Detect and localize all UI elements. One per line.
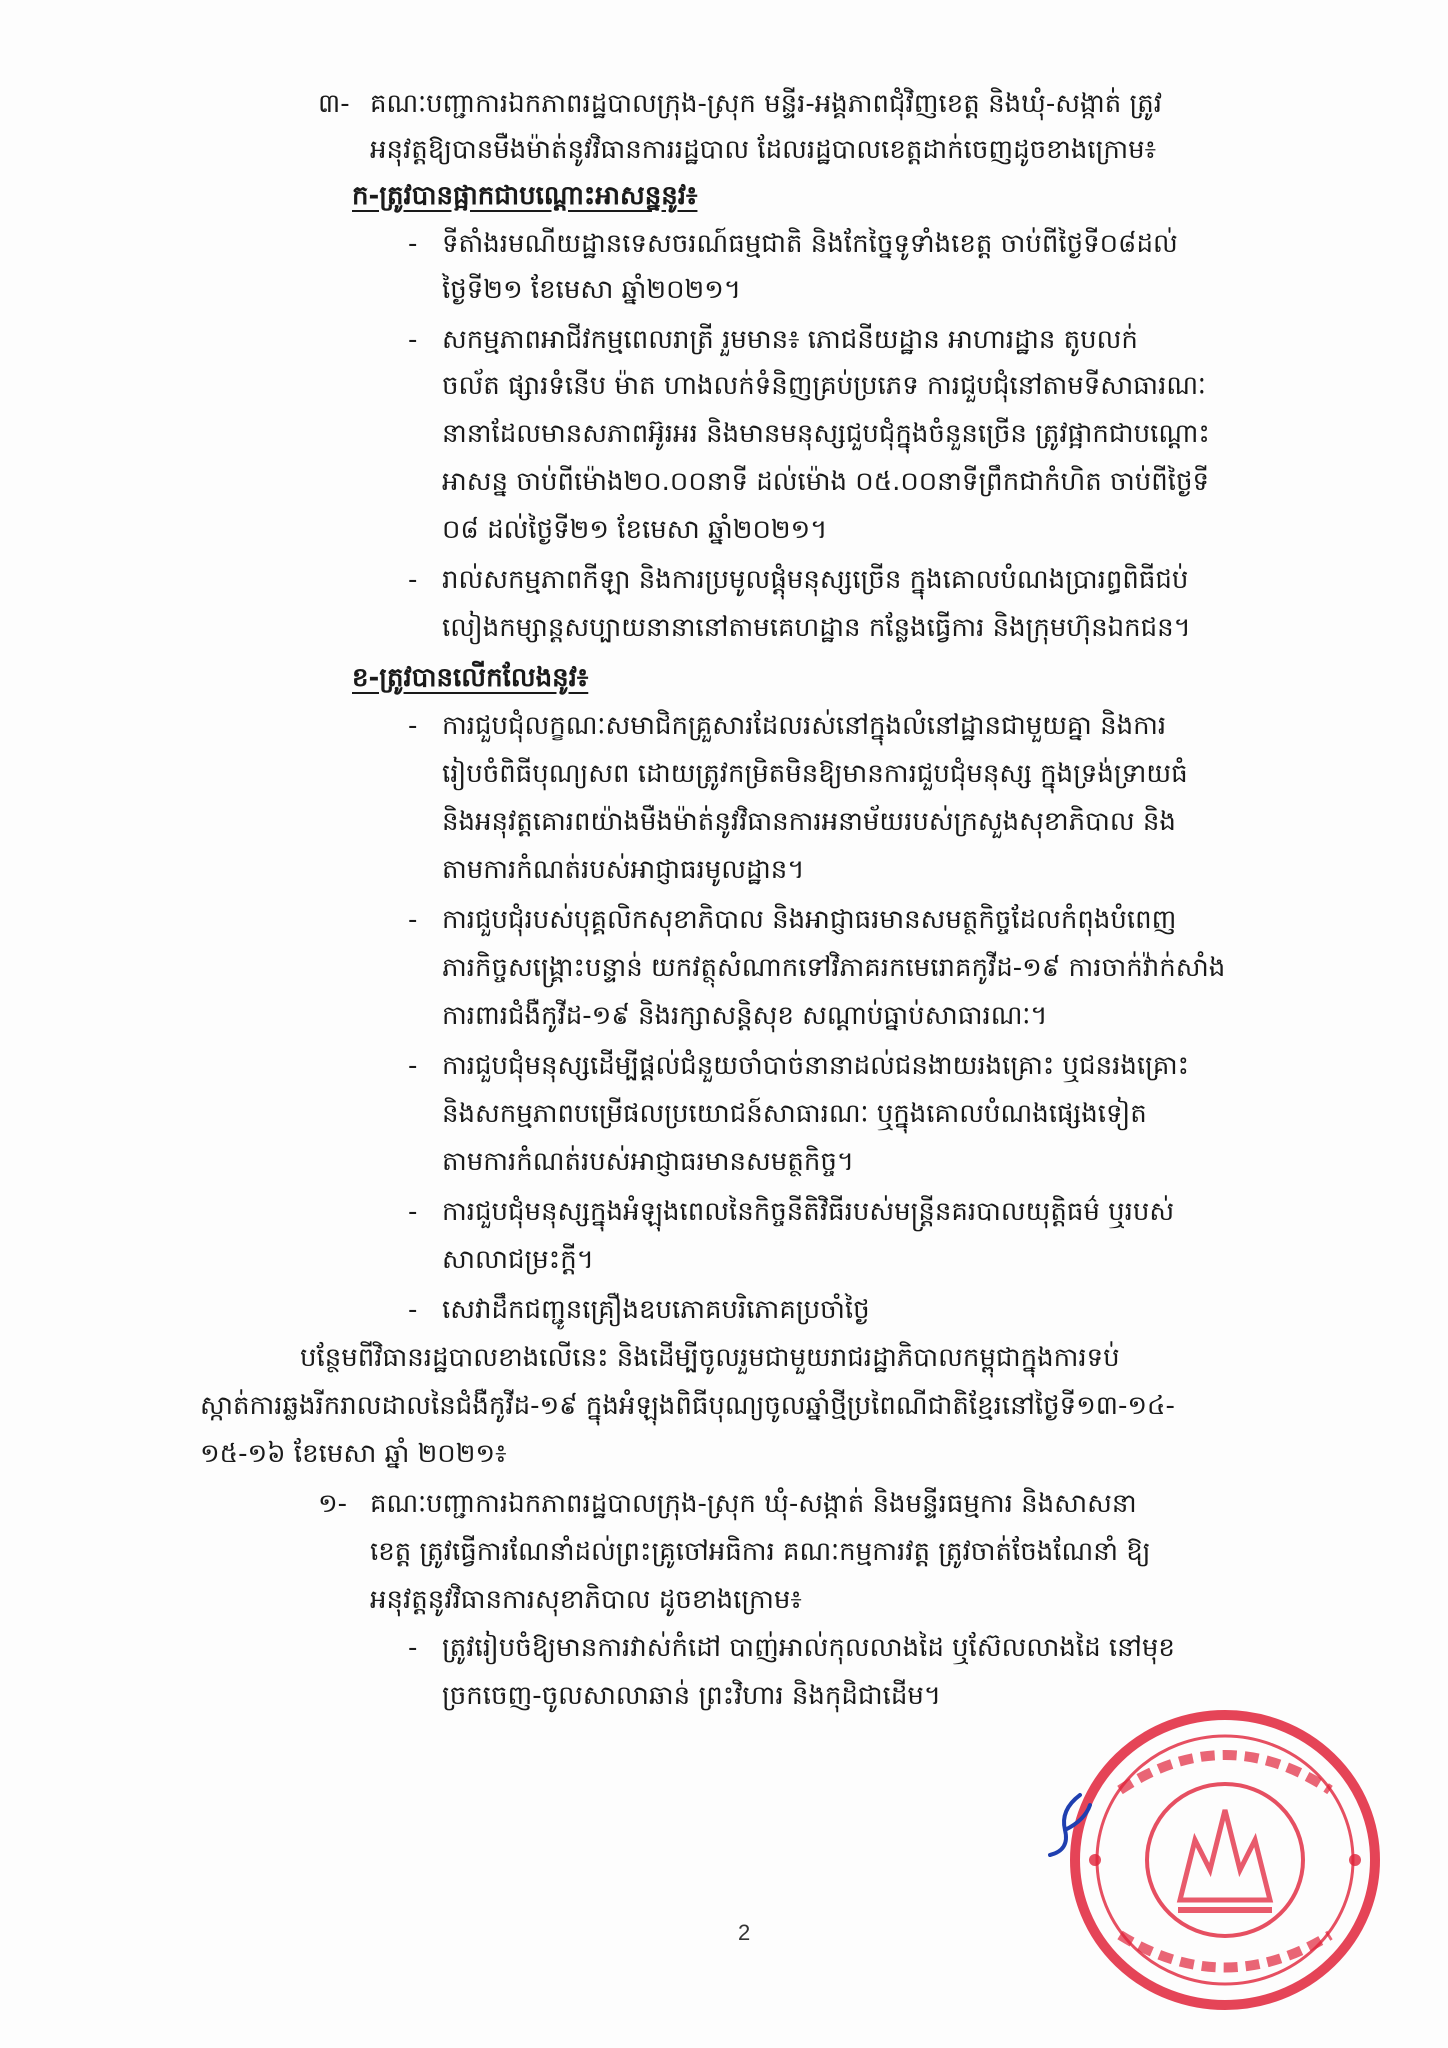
subsection-ka-heading: ក-ត្រូវបានផ្អាកជាបណ្តោះអាសន្ននូវ៖: [352, 181, 698, 211]
ka-item-1-text-2: ថ្ងៃទី២១ ខែមេសា ឆ្នាំ២០២១។: [442, 275, 741, 305]
section1-text-1: គណៈបញ្ជាការឯកភាពរដ្ឋបាលក្រុង-ស្រុក ឃុំ-សង្កាត់ និងមន្ទីរធម្មការ និងសាសនា: [370, 1489, 1137, 1519]
ka-item-2-text-3: នានាដែលមានសភាពអ៊ូរអរ និងមានមនុស្សជួបជុំក្នុងចំនួនច្រើន ត្រូវផ្អាកជាបណ្តោះ: [442, 419, 1210, 449]
ka-item-3-text-2: លៀងកម្សាន្តសប្បាយនានានៅតាមគេហដ្ឋាន កន្លែងធ្វើការ និងក្រុមហ៊ុនឯកជន។: [442, 613, 1191, 643]
kha-item-2-text-1: ការជួបជុំរបស់បុគ្គលិកសុខាភិបាល និងអាជ្ញាធរមានសមត្ថកិច្ចដែលកំពុងបំពេញ: [442, 905, 1177, 935]
paragraph-text-1: បន្ថែមពីវិធានរដ្ឋបាលខាងលើនេះ និងដើម្បីចូលរួមជាមួយរាជរដ្ឋាភិបាលកម្ពុជាក្នុងការទប់: [300, 1343, 1120, 1373]
kha-item-3-text-2: និងសកម្មភាពបម្រើផលប្រយោជន៍សាធារណៈ ឬក្នុងគោលបំណងផ្សេងទៀត: [442, 1099, 1147, 1129]
official-seal-icon: [1060, 1700, 1390, 2020]
bullet-dash: -: [408, 325, 418, 355]
paragraph-text-3: ១៥-១៦ ខែមេសា ឆ្នាំ ២០២១៖: [200, 1439, 507, 1469]
section1-number: ១-: [318, 1489, 348, 1519]
ka-item-2-text-4: អាសន្ន ចាប់ពីម៉ោង២០.០០នាទី ដល់ម៉ោង ០៥.០០នាទីព្រឹកជាកំហិត ចាប់ពីថ្ងៃទី: [442, 467, 1209, 497]
section1-text-2: ខេត្ត ត្រូវធ្វើការណែនាំដល់ព្រះគ្រូចៅអធិការ គណៈកម្មការវត្ត ត្រូវចាត់ចែងណែនាំ ឱ្យ: [370, 1537, 1151, 1567]
bullet-dash: -: [408, 565, 418, 595]
kha-item-4-text-1: ការជួបជុំមនុស្សក្នុងអំឡុងពេលនៃកិច្ចនីតិវិធីរបស់មន្ត្រីនគរបាលយុត្តិធម៌ ឬរបស់: [442, 1197, 1175, 1227]
ka-item-2-text-2: ចល័ត ផ្សារទំនើប ម៉ាត ហាងលក់ទំនិញគ្រប់ប្រភេទ ការជួបជុំនៅតាមទីសាធារណៈ: [442, 371, 1206, 401]
ka-item-2-text-5: ០៨ ដល់ថ្ងៃទី២១ ខែមេសា ឆ្នាំ២០២១។: [442, 515, 828, 545]
ka-item-2-text-1: សកម្មភាពអាជីវកម្មពេលរាត្រី រួមមាន៖ ភោជនីយដ្ឋាន អាហារដ្ឋាន តូបលក់: [442, 325, 1138, 355]
bullet-dash: -: [408, 1051, 418, 1081]
bullet-dash: -: [408, 1295, 418, 1325]
signature-mark-icon: [1040, 1790, 1100, 1860]
section1-text-3: អនុវត្តនូវវិធានការសុខាភិបាល ដូចខាងក្រោម៖: [370, 1585, 802, 1615]
kha-item-3-text-1: ការជួបជុំមនុស្សដើម្បីផ្តល់ជំនួយចាំបាច់នានាដល់ជនងាយរងគ្រោះ ឬជនរងគ្រោះ: [442, 1051, 1190, 1081]
bullet-dash: -: [408, 711, 418, 741]
bullet-dash: -: [408, 1197, 418, 1227]
bullet-dash: -: [408, 905, 418, 935]
kha-item-1-text-3: និងអនុវត្តគោរពយ៉ាងមឺងម៉ាត់នូវវិធានការអនាម័យរបស់ក្រសួងសុខាភិបាល និង: [442, 807, 1176, 837]
kha-item-1-text-1: ការជួបជុំលក្ខណៈសមាជិកគ្រួសារដែលរស់នៅក្នុងលំនៅដ្ឋានជាមួយគ្នា និងការ: [442, 711, 1167, 741]
kha-item-1-text-2: រៀបចំពិធីបុណ្យសព ដោយត្រូវកម្រិតមិនឱ្យមានការជួបជុំមនុស្ស ក្នុងទ្រង់ទ្រាយធំ: [442, 759, 1188, 789]
section1-item-1-text-1: ត្រូវរៀបចំឱ្យមានការវាស់កំដៅ បាញ់អាល់កុលលាងដៃ ឬស៊ែលលាងដៃ នៅមុខ: [442, 1633, 1175, 1663]
kha-item-1-text-4: តាមការកំណត់របស់អាជ្ញាធរមូលដ្ឋាន។: [442, 855, 805, 885]
section3-text-1: គណៈបញ្ជាការឯកភាពរដ្ឋបាលក្រុង-ស្រុក មន្ទីរ-អង្គភាពជុំវិញខេត្ត និងឃុំ-សង្កាត់ ត្រូវ: [370, 89, 1162, 119]
ka-item-3-text-1: រាល់សកម្មភាពកីឡា និងការប្រមូលផ្តុំមនុស្សច្រើន ក្នុងគោលបំណងប្រារព្ធពិធីជប់: [442, 565, 1189, 595]
kha-item-4-text-2: សាលាជម្រះក្តី។: [442, 1245, 594, 1275]
kha-item-2-text-3: ការពារជំងឺកូវីដ-១៩ និងរក្សាសន្តិសុខ សណ្តាប់ធ្នាប់សាធារណៈ។: [442, 1001, 1048, 1031]
section3-text-2: អនុវត្តឱ្យបានមឺងម៉ាត់នូវវិធានការរដ្ឋបាល ដែលរដ្ឋបាលខេត្តដាក់ចេញដូចខាងក្រោម៖: [370, 135, 1157, 165]
bullet-dash: -: [408, 229, 418, 259]
ka-item-1-text-1: ទីតាំងរមណីយដ្ឋានទេសចរណ៍ធម្មជាតិ និងកែច្នៃទូទាំងខេត្ត ចាប់ពីថ្ងៃទី០៨ដល់: [442, 229, 1178, 259]
kha-item-3-text-3: តាមការកំណត់របស់អាជ្ញាធរមានសមត្ថកិច្ច។: [442, 1147, 854, 1177]
subsection-kha-heading: ខ-ត្រូវបានលើកលែងនូវ៖: [352, 663, 589, 693]
kha-item-2-text-2: ភារកិច្ចសង្គ្រោះបន្ទាន់ យកវត្ថុសំណាកទៅវិភាគរកមេរោគកូវីដ-១៩ ការចាក់វ៉ាក់សាំង: [442, 953, 1226, 983]
section1-item-1-text-2: ច្រកចេញ-ចូលសាលាឆាន់ ព្រះវិហារ និងកុដិជាដើម។: [442, 1681, 942, 1711]
section3-number: ៣-: [318, 89, 350, 119]
kha-item-5-text-1: សេវាដឹកជញ្ជូនគ្រឿងឧបភោគបរិភោគប្រចាំថ្ងៃ: [442, 1295, 870, 1325]
page-number: 2: [738, 1920, 751, 1945]
paragraph-text-2: ស្កាត់ការឆ្លងរីករាលដាលនៃជំងឺកូវីដ-១៩ ក្នុងអំឡុងពិធីបុណ្យចូលឆ្នាំថ្មីប្រពៃណីជាតិខ្មែរនៅថ្ងៃទី១៣-១៤-: [200, 1391, 1175, 1421]
bullet-dash: -: [408, 1633, 418, 1663]
